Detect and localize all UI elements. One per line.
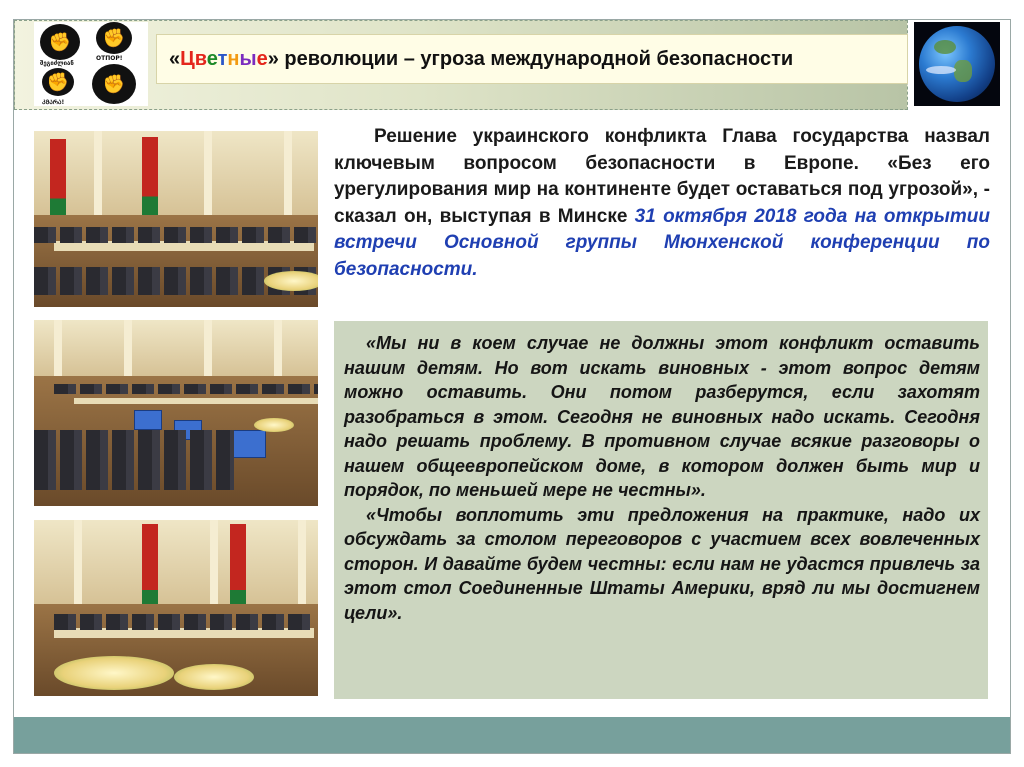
quote-paragraph-1: «Мы ни в коем случае не должны этот конфликт оставить нашим детям. Но вот искать виновных - этот вопрос детям можно оставить. Они потом разберутся, если захотят разобраться в этом. Сегодня не виновных надо искать. Сегодня надо решать проблему. В противном случае всякие разговоры о нашем общеевропейском доме, в котором должен быть мир и порядок, по меньшей мере не честны». (344, 333, 980, 500)
quote-paragraph-2: «Чтобы воплотить эти предложения на практике, надо их обсуждать за столом переговоров с участием всех вовлеченных сторон. И давайте будем честны: если нам не удастся привлечь за этот стол Соединенные Штаты Америки, вряд ли мы достигнем цели». (344, 504, 980, 623)
globe-icon (914, 22, 1000, 106)
meeting-photo-2 (34, 320, 318, 506)
logo-caption: შეგიძლიან (40, 60, 74, 67)
quote-box (334, 321, 988, 699)
meeting-photo-1 (34, 131, 318, 307)
page-title: «Цветные» революции – угроза международной безопасности (169, 48, 794, 70)
title-box (156, 34, 908, 84)
footer-bar (14, 717, 1010, 753)
fist-icon: ✊ (96, 22, 132, 54)
logo-panel (34, 22, 148, 106)
fist-icon: ✊ (40, 24, 80, 60)
logo-caption: ᲙᲛᲐᲠᲐ! (42, 99, 65, 106)
logo-caption: ОТПОР! (96, 55, 123, 62)
fist-icon: ✊ (92, 64, 136, 104)
fist-icon: ✊ (42, 68, 74, 96)
meeting-photo-3 (34, 520, 318, 696)
intro-paragraph: Решение украинского конфликта Глава государства назвал ключевым вопросом безопасности в Европе. «Без его урегулирования мир на континенте будет оставаться под угрозой», - сказал он, выступая в Минске 31 октября 2018 года на открытии встречи Основной группы Мюнхенской конференции по безопасности. (334, 126, 990, 280)
